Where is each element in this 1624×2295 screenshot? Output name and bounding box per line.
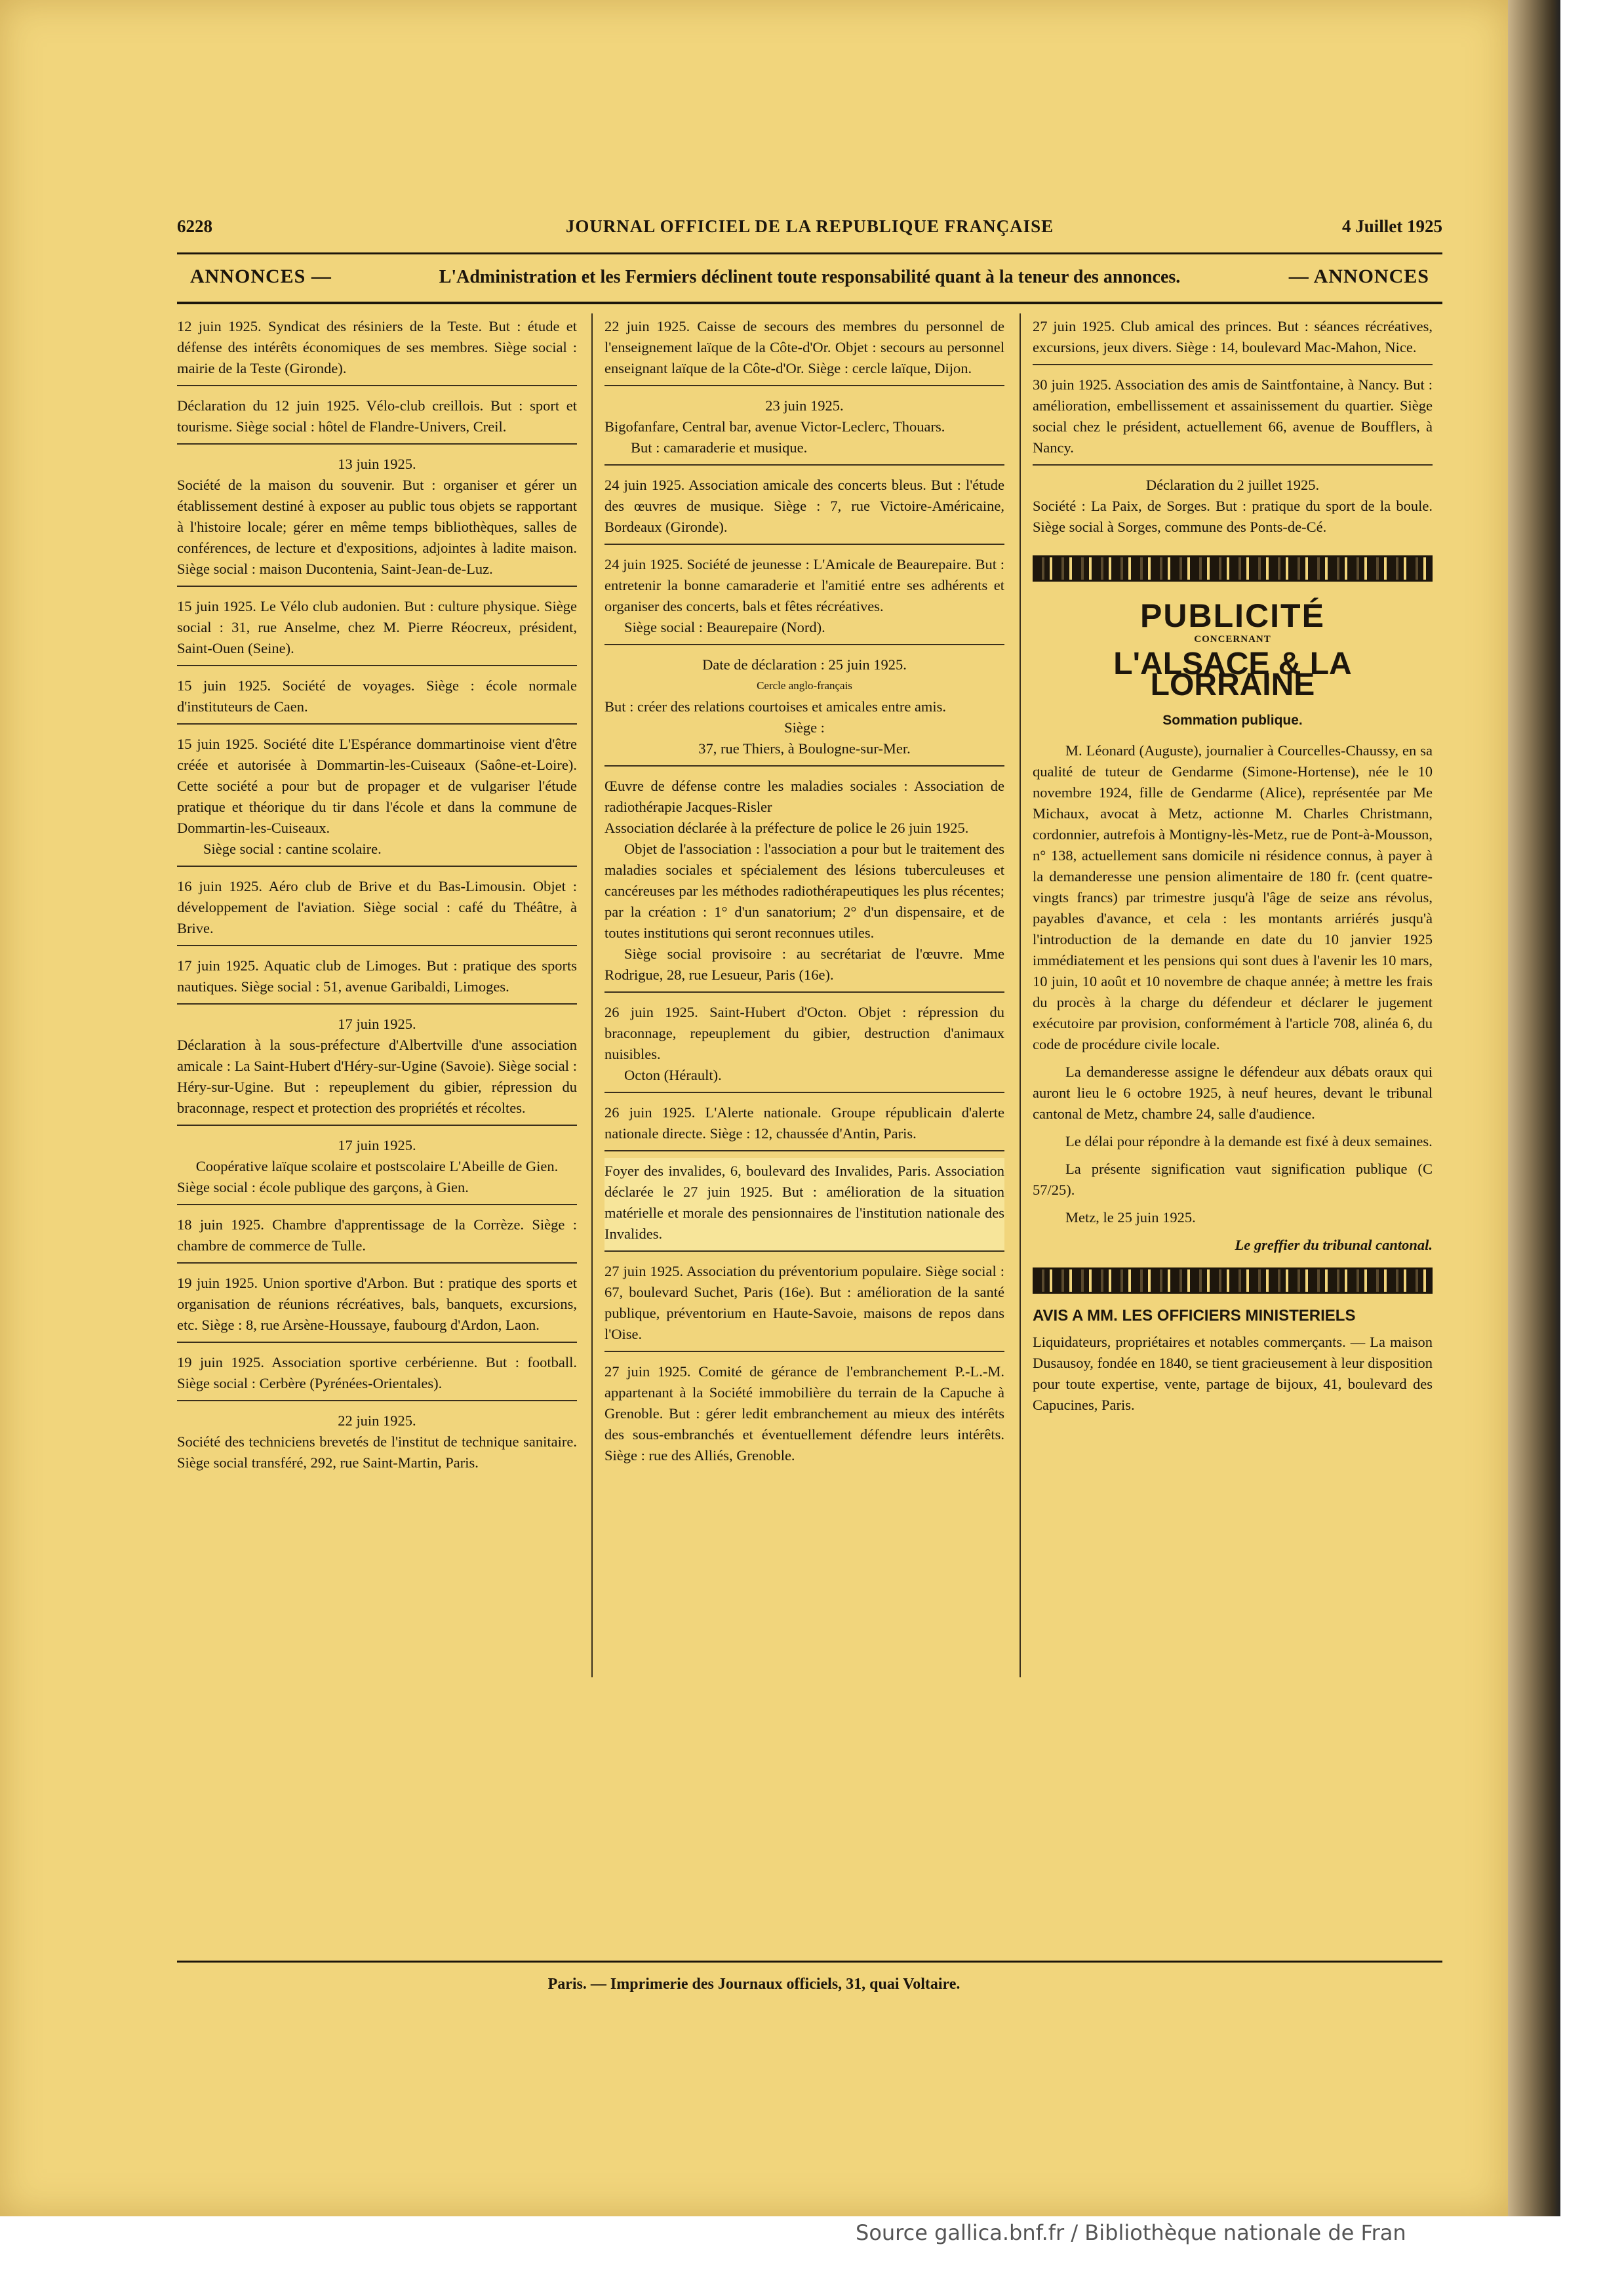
announcement-date: 13 juin 1925. <box>338 456 416 472</box>
announcement: 26 juin 1925. L'Alerte nationale. Groupe républicain d'alerte nationale directe. Siège : 12, chaussée d'Antin, Paris. <box>604 1100 1004 1151</box>
ornamental-rule <box>1033 555 1433 582</box>
announcement: 27 juin 1925. Association du préventorium populaire. Siège social : 67, boulevard Suchet, Paris (16e). But : amélioration de la santé publique, préventorium en Haute-Savoie, maisons de repos dans l'Oise. <box>604 1258 1004 1352</box>
announcement-text: 24 juin 1925. Société de jeunesse : L'Amicale de Beaurepaire. But : entretenir la bonne camaraderie et l'amitié entre ses adhérents et organiser des concerts, bals et fêtes récréatives. <box>604 556 1004 614</box>
announcement: 17 juin 1925. Aquatic club de Limoges. But : pratique des sports nautiques. Siège social : 51, avenue Garibaldi, Limoges. <box>177 953 577 1005</box>
announcement-seat: Siège social : cantine scolaire. <box>203 841 382 857</box>
column-divider <box>1020 313 1021 1677</box>
announcement <box>177 1408 577 1479</box>
association-name: Cercle anglo-français <box>757 679 852 692</box>
printer-imprint: Paris. — Imprimerie des Journaux officiels, 31, quai Voltaire. <box>547 1976 961 1993</box>
announcement <box>177 1011 577 1126</box>
announcement-object: Objet de l'association : l'association a pour but le traitement des maladies sociales et spécialement des lésions tuberculeuses et cancéreuses par les méthodes radiothérapeutiques les plus récentes; par la création : 1° d'un sanatorium; 2° d'un dispensaire, et de toutes institutions qui seront reconnues utiles. <box>604 841 1004 941</box>
announcement <box>1033 472 1433 544</box>
announcement: 19 juin 1925. Association sportive cerbérienne. But : football. Siège social : Cerbère (Pyrénées-Orientales). <box>177 1349 577 1401</box>
announcement-text: Société : La Paix, de Sorges. But : pratique du sport de la boule. Siège social à Sorges, commune des Ponts-de-Cé. <box>1033 498 1433 535</box>
avis-title: AVIS A MM. LES OFFICIERS MINISTERIELS <box>1033 1307 1356 1325</box>
announcement-text: Bigofanfare, Central bar, avenue Victor-Leclerc, Thouars. <box>604 418 945 435</box>
announcement <box>177 731 577 867</box>
publicite-heading: L'ALSACE & LA LORRAINE <box>1113 647 1352 702</box>
announcement: 15 juin 1925. Le Vélo club audonien. But : culture physique. Siège social : 31, rue Anselme, chez M. Pierre Réocreux, président, Saint-Ouen (Seine). <box>177 593 577 666</box>
announcement-text: But : créer des relations courtoises et amicales entre amis. <box>604 698 947 715</box>
announcement: Déclaration du 12 juin 1925. Vélo-club creillois. But : sport et tourisme. Siège social : hôtel de Flandre-Univers, Creil. <box>177 393 577 445</box>
announcement <box>177 451 577 587</box>
publicite-subtitle: CONCERNANT <box>1194 634 1271 645</box>
page-binding-edge <box>1508 0 1560 2216</box>
column-2 <box>604 313 1004 1479</box>
section-title: Sommation publique. <box>1162 713 1303 728</box>
announcement-text: Société des techniciens brevetés de l'institut de technique sanitaire. Siège social transféré, 292, rue Saint-Martin, Paris. <box>177 1433 577 1471</box>
footer-rule <box>177 1961 1442 1963</box>
notice-paragraph: M. Léonard (Auguste), journalier à Courcelles-Chaussy, en sa qualité de tuteur de Gendarme (Simone-Hortense), née le 10 novembre 1924, fille de Gendarme (Alice), représentée par Me Michaux, avocat à Metz, actionne M. Charles Christmann, cordonnier, autrefois à Montigny-lès-Metz, rue de Pont-à-Mousson, n° 138, actuellement sans domicile ni résidence connus, à payer à la demanderesse une pension alimentaire de 180 fr. (cent quatre-vingts francs) par trimestre jusqu'à l'âge de seize ans révolus, payables d'avance, et cela : les montants arriérés jusqu'à l'introduction de la demande en date du 10 janvier 1925 immédiatement et les pensions qui sont dues à l'avenir les 10 mars, 10 juin, 10 août et 10 novembre de chaque année; à mettre les frais du procès à la charge du défendeur et déclarer le jugement exécutoire par provision, conformément à l'article 708, alinéa 6, du code de procédure civile locale. <box>1033 742 1433 1052</box>
announcement-date: 17 juin 1925. <box>338 1016 416 1032</box>
announcement-date: 17 juin 1925. <box>338 1137 416 1153</box>
announcement <box>604 393 1004 466</box>
announcement <box>604 999 1004 1093</box>
announcement: 30 juin 1925. Association des amis de Saintfontaine, à Nancy. But : amélioration, embellissement et assainissement du quartier. Siège social chez le président, actuellement 66, avenue de Boufflers, à Nancy. <box>1033 372 1433 466</box>
announcement <box>604 773 1004 993</box>
announcement-text: Coopérative laïque scolaire et postscolaire L'Abeille de Gien. <box>195 1158 559 1174</box>
notice-paragraph: La demanderesse assigne le défendeur aux débats oraux qui auront lieu le 6 octobre 1925, à neuf heures, devant le tribunal cantonal de Metz, chambre 24, salle d'audience. <box>1033 1064 1433 1122</box>
announcement: 19 juin 1925. Union sportive d'Arbon. But : pratique des sports et organisation de réunions récréatives, bals, banquets, excursions, etc. Siège : 8, rue Arsène-Houssaye, faubourg d'Ardon, Laon. <box>177 1270 577 1343</box>
banner-disclaimer: L'Administration et les Fermiers déclinent toute responsabilité quant à la teneur des annonces. <box>439 267 1181 287</box>
announcement-purpose: But : camaraderie et musique. <box>631 439 808 456</box>
journal-title: JOURNAL OFFICIEL DE LA REPUBLIQUE FRANÇAISE <box>565 216 1054 236</box>
announcement: 16 juin 1925. Aéro club de Brive et du Bas-Limousin. Objet : développement de l'aviation. Siège social : café du Théâtre, à Brive. <box>177 873 577 946</box>
header-rule <box>177 252 1442 254</box>
announcement-declaration: Association déclarée à la préfecture de police le 26 juin 1925. <box>604 820 969 836</box>
announcement: 27 juin 1925. Club amical des princes. But : séances récréatives, excursions, jeux divers. Siège : 14, boulevard Mac-Mahon, Nice. <box>1033 313 1433 365</box>
announcement-seat: Siège social provisoire : au secrétariat de l'œuvre. Mme Rodrigue, 28, rue Lesueur, Paris (16e). <box>604 946 1004 983</box>
announcement: 22 juin 1925. Caisse de secours des membres du personnel de l'enseignement laïque de la Côte-d'Or. Objet : secours au personnel enseignant laïque de la Côte-d'Or. Siège : cercle laïque, Dijon. <box>604 313 1004 386</box>
announcement-text: 15 juin 1925. Société dite L'Espérance dommartinoise vient d'être créée et autorisée à Dommartin-les-Cuiseaux (Saône-et-Loire). Cette société a pour but de propager et de vulgariser l'étude pratique et théorique du tir dans l'école et dans la commune de Dommartin-les-Cuiseaux. <box>177 736 577 836</box>
announcement-text: Société de la maison du souvenir. But : organiser et gérer un établissement destiné à exposer au public tous objets se rapportant à l'histoire locale; gérer en même temps bibliothèques, salles de conférences, de lecture et d'expositions, adjointes à ladite maison. Siège social : maison Ducontenia, Saint-Jean-de-Luz. <box>177 477 577 577</box>
announcement-text: 26 juin 1925. Saint-Hubert d'Octon. Objet : répression du braconnage, repeuplement du gibier, destruction d'animaux nuisibles. <box>604 1004 1004 1062</box>
notice-signature: Le greffier du tribunal cantonal. <box>1235 1237 1433 1253</box>
notice-paragraph: La présente signification vaut signification publique (C 57/25). <box>1033 1161 1433 1198</box>
announcement: 15 juin 1925. Société de voyages. Siège : école normale d'instituteurs de Caen. <box>177 673 577 725</box>
notice-place-date: Metz, le 25 juin 1925. <box>1065 1209 1196 1226</box>
announcement-text: Déclaration à la sous-préfecture d'Albertville d'une association amicale : La Saint-Hubert d'Héry-sur-Ugine (Savoie). Siège social : Héry-sur-Ugine. But : repeuplement du gibier, répression du braconnage, respect et protection des propriétés et récoltes. <box>177 1037 577 1116</box>
issue-date: 4 Juillet 1925 <box>1342 216 1442 236</box>
announcement: 24 juin 1925. Association amicale des concerts bleus. But : l'étude des œuvres de musique. Siège : 7, rue Victoire-Américaine, Bordeaux (Gironde). <box>604 472 1004 545</box>
announcement-seat: Siège social : Beaurepaire (Nord). <box>624 619 825 635</box>
announcement-date: 22 juin 1925. <box>338 1412 416 1429</box>
notice-paragraph: Le délai pour répondre à la demande est fixé à deux semaines. <box>1065 1133 1433 1149</box>
announcement-date: Date de déclaration : 25 juin 1925. <box>702 656 907 673</box>
announcement-seat: Siège social : école publique des garçons, à Gien. <box>177 1179 469 1195</box>
column-1 <box>177 313 577 1486</box>
announcement <box>604 551 1004 645</box>
announcement-date: 23 juin 1925. <box>765 397 844 414</box>
avis-text: Liquidateurs, propriétaires et notables commerçants. — La maison Dusausoy, fondée en 1840, se tient gracieusement à leur disposition pour toute expertise, vente, partage de bijoux, 41, boulevard des Capucines, Paris. <box>1033 1334 1433 1413</box>
announcement-seat: Octon (Hérault). <box>624 1067 722 1083</box>
banner-rule <box>177 302 1442 304</box>
banner-right: — ANNONCES <box>1288 266 1429 287</box>
announcement-date: Déclaration du 2 juillet 1925. <box>1145 477 1320 493</box>
announcement <box>604 652 1004 767</box>
announcement: 18 juin 1925. Chambre d'apprentissage de la Corrèze. Siège : chambre de commerce de Tulle. <box>177 1212 577 1264</box>
seat-address: 37, rue Thiers, à Boulogne-sur-Mer. <box>698 740 911 757</box>
ornamental-rule <box>1033 1267 1433 1294</box>
seat-label: Siège : <box>784 719 825 736</box>
announcement: 12 juin 1925. Syndicat des résiniers de la Teste. But : étude et défense des intérêts économiques de ses membres. Siège social : mairie de la Teste (Gironde). <box>177 313 577 386</box>
source-credit: Source gallica.bnf.fr / Bibliothèque nationale de Fran <box>856 2220 1406 2245</box>
announcement <box>177 1132 577 1205</box>
publicite-title: PUBLICITÉ <box>1140 597 1325 634</box>
column-3 <box>1033 313 1433 1416</box>
column-divider <box>591 313 593 1677</box>
announcement-heading: Œuvre de défense contre les maladies sociales : Association de radiothérapie Jacques-Risler <box>604 778 1004 815</box>
page-number: 6228 <box>177 216 212 236</box>
banner-left: ANNONCES — <box>190 266 332 287</box>
announcement: Foyer des invalides, 6, boulevard des Invalides, Paris. Association déclarée le 27 juin 1925. But : amélioration de la situation matérielle et morale des pensionnaires de l'institution nationale des Invalides. <box>604 1158 1004 1252</box>
announcement: 27 juin 1925. Comité de gérance de l'embranchement P.-L.-M. appartenant à la Société immobilière du terrain de la Capuche à Grenoble. But : gérer ledit embranchement au mieux des intérêts des sous-embranchés et éventuellement défendre leurs intérêts. Siège : rue des Alliés, Grenoble. <box>604 1363 1004 1464</box>
